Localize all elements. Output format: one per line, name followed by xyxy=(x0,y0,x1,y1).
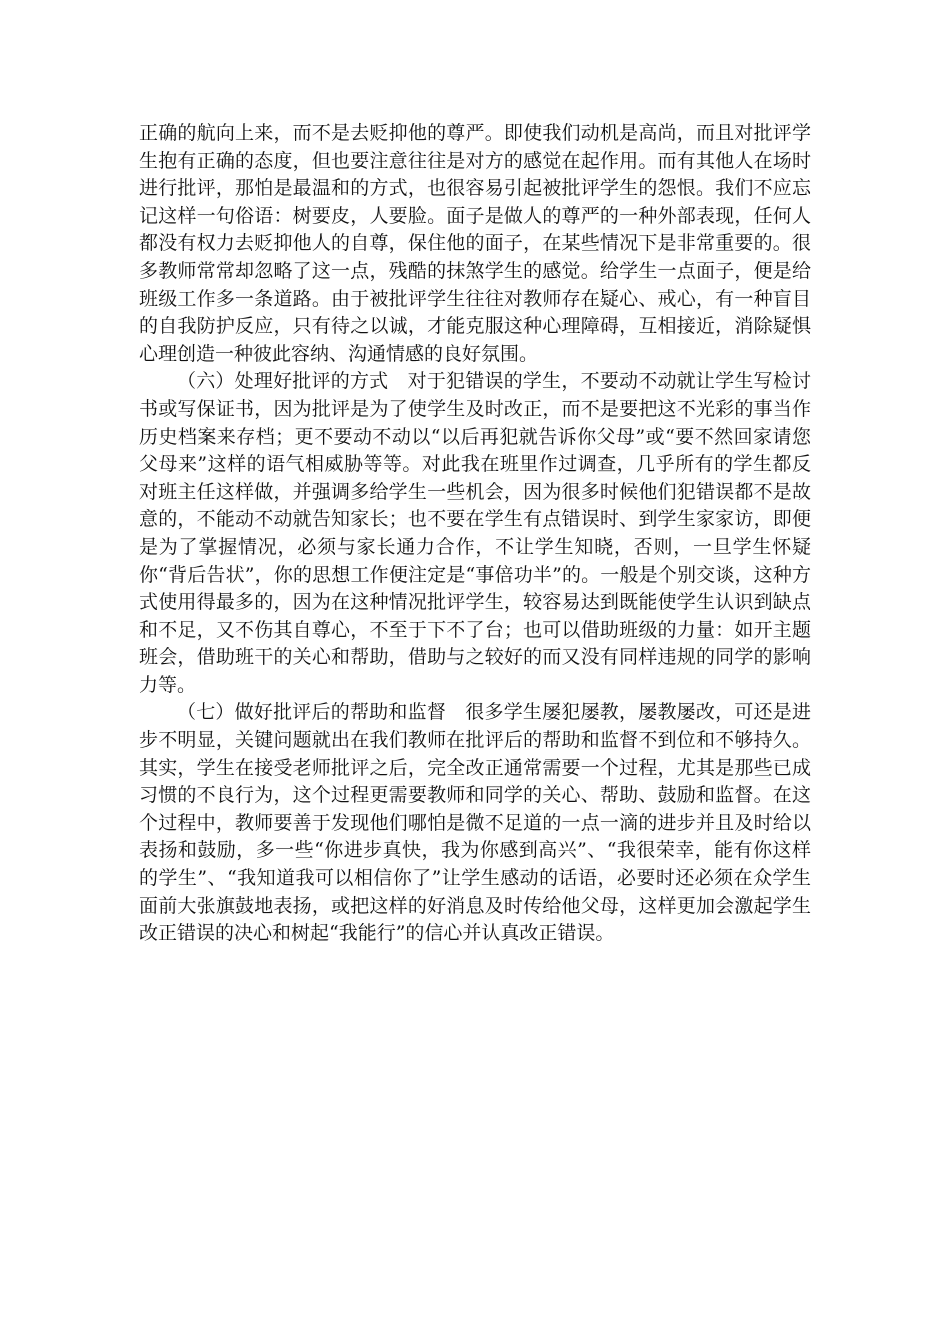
paragraph-continuation xyxy=(139,120,811,368)
document-body xyxy=(139,120,811,948)
paragraph-text: 正确的航向上来，而不是去贬抑他的尊严。即使我们动机是高尚，而且对批评学生抱有正确的态度，但也要注意往往是对方的感觉在起作用。而有其他人在场时进行批评，那怕是最温和的方式，也很容易引起被批评学生的怨恨。我们不应忘记这样一句俗语：树要皮，人要脸。面子是做人的尊严的一种外部表现，任何人都没有权力去贬抑他人的自尊，保住他的面子，在某些情况下是非常重要的。很多教师常常却忽略了这一点，残酷的抹煞学生的感觉。给学生一点面子，便是给班级工作多一条道路。由于被批评学生往往对教师存在疑心、戒心，有一种盲目的自我防护反应，只有待之以诚，才能克服这种心理障碍，互相接近，消除疑惧心理创造一种彼此容纳、沟通情感的良好氛围。 xyxy=(139,122,811,365)
paragraph-help-and-supervision xyxy=(139,699,811,947)
paragraph-text: 对于犯错误的学生，不要动不动就让学生写检讨书或写保证书，因为批评是为了使学生及时改正，而不是要把这不光彩的事当作历史档案来存档；更不要动不动以“以后再犯就告诉你父母”或“要不然回家请您父母来”这样的语气相威胁等等。对此我在班里作过调查，几乎所有的学生都反对班主任这样做，并强调多给学生一些机会，因为很多时候他们犯错误都不是故意的，不能动不动就告知家长；也不要在学生有点错误时、到学生家家访，即便是为了掌握情况，必须与家长通力合作，不让学生知晓，否则，一旦学生怀疑你“背后告状”，你的思想工作便注定是“事倍功半”的。一般是个别交谈，这种方式使用得最多的，因为在这种情况批评学生，较容易达到既能使学生认识到缺点和不足，又不伤其自尊心，不至于下不了台；也可以借助班级的力量：如开主题班会，借助班干的关心和帮助，借助与之较好的而又没有同样违规的同学的影响力等。 xyxy=(139,370,811,696)
paragraph-text: 很多学生屡犯屡教，屡教屡改，可还是进步不明显，关键问题就出在我们教师在批评后的帮助和监督不到位和不够持久。其实，学生在接受老师批评之后，完全改正通常需要一个过程，尤其是那些已成习惯的不良行为，这个过程更需要教师和同学的关心、帮助、鼓励和监督。在这个过程中，教师要善于发现他们哪怕是微不足道的一点一滴的进步并且及时给以表扬和鼓励，多一些“你进步真快，我为你感到高兴”、“我很荣幸，能有你这样的学生”、“我知道我可以相信你了”让学生感动的话语，必要时还必须在众学生面前大张旗鼓地表扬，或把这样的好消息及时传给他父母，这样更加会激起学生改正错误的决心和树起“我能行”的信心并认真改正错误。 xyxy=(139,701,811,945)
paragraph-criticism-method xyxy=(139,368,811,699)
paragraph-heading: （七）做好批评后的帮助和监督 xyxy=(177,701,466,724)
paragraph-heading: （六）处理好批评的方式 xyxy=(177,370,408,393)
